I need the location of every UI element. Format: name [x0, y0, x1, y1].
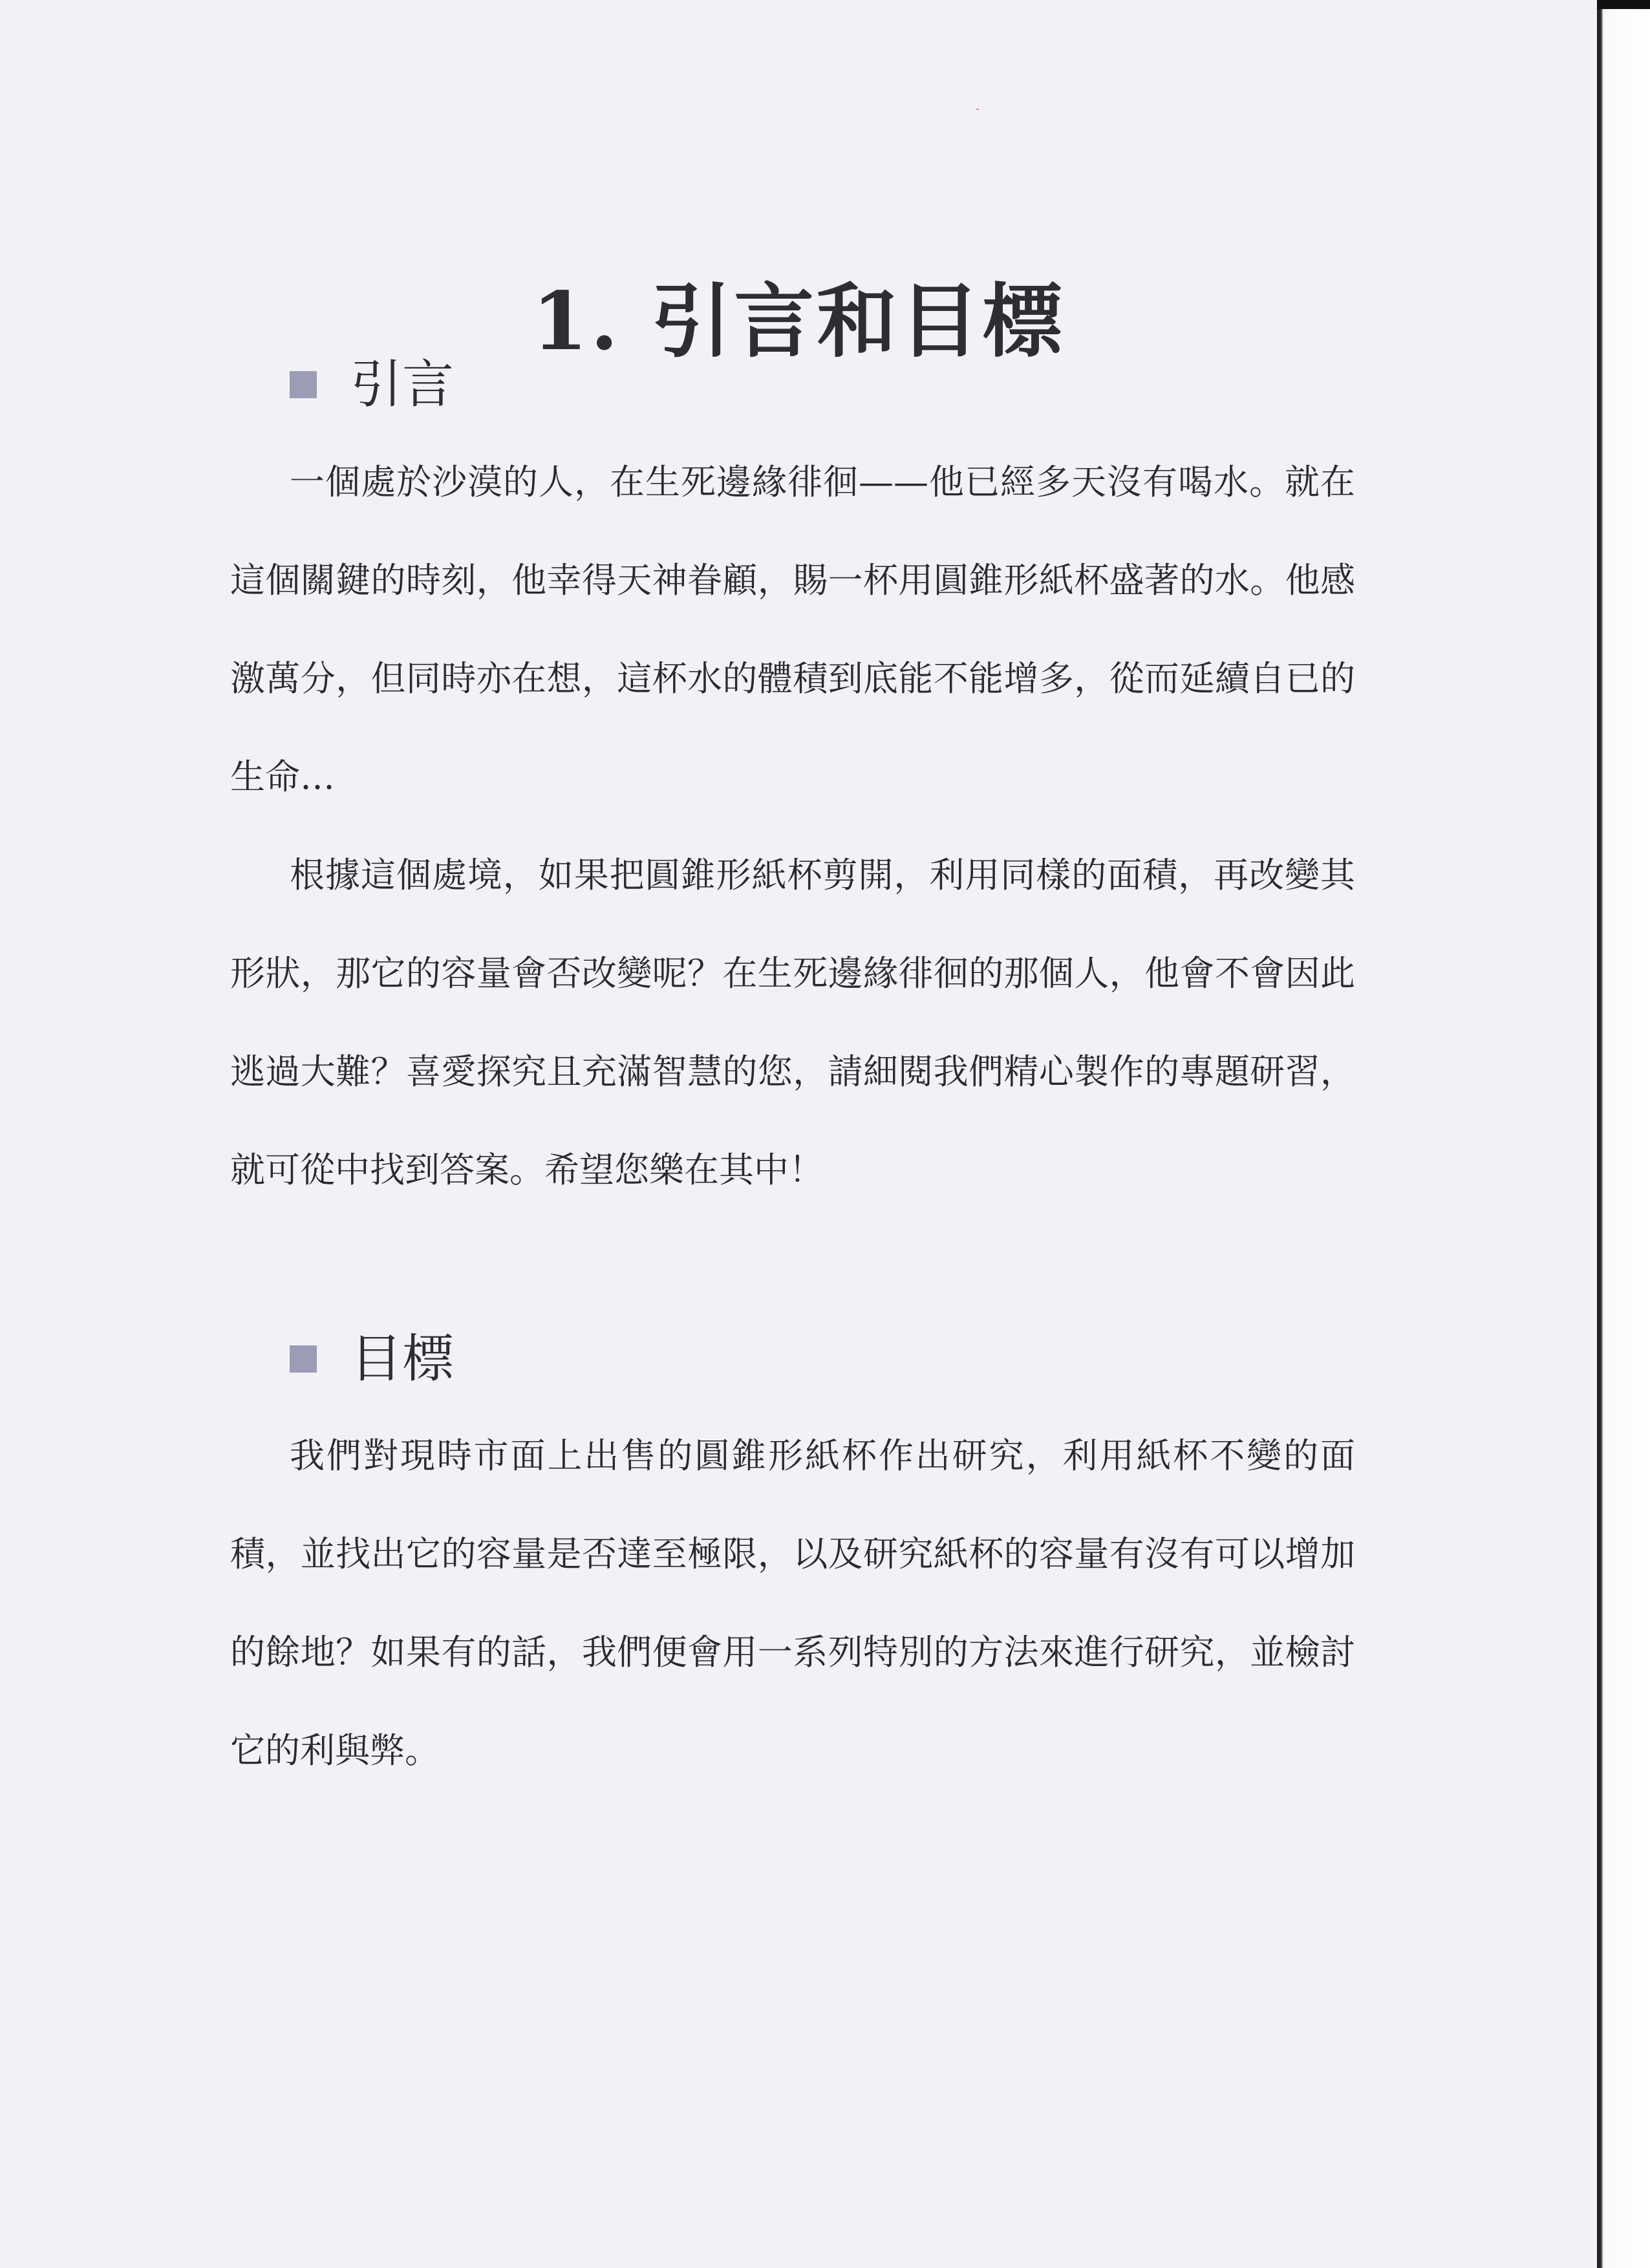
scan-border-corner	[1597, 0, 1650, 9]
scan-speck	[976, 109, 979, 110]
section-heading-introduction	[290, 349, 454, 420]
intro-paragraph: 根據這個處境，如果把圓錐形紙杯剪開，利用同樣的面積，再改變其形狀，那它的容量會否改變呢？在生死邊緣徘徊的那個人，他會不會因此逃過大難？喜愛探究且充滿智慧的您，請細閱我們精心製作的專題研習，就可從中找到答案。希望您樂在其中！	[230, 855, 1355, 1190]
square-bullet-icon	[290, 371, 317, 398]
section-heading-objectives	[290, 1323, 454, 1395]
objectives-paragraph: 我們對現時市面上出售的圓錐形紙杯作出研究，利用紙杯不變的面積，並找出它的容量是否達至極限，以及研究紙杯的容量有沒有可以增加的餘地？如果有的話，我們便會用一系列特別的方法來進行研究，並檢討它的利與弊。	[230, 1435, 1355, 1771]
section-heading-text: 目標	[350, 1329, 454, 1389]
section-heading-text: 引言	[350, 354, 454, 414]
intro-paragraph: 一個處於沙漠的人，在生死邊緣徘徊——他已經多天沒有喝水。就在這個關鍵的時刻，他幸得天神眷顧，賜一杯用圓錐形紙杯盛著的水。他感激萬分，但同時亦在想，這杯水的體積到底能不能增多，從而延續自已的生命…	[230, 462, 1355, 797]
square-bullet-icon	[290, 1345, 317, 1373]
scan-border	[1597, 0, 1650, 2268]
chapter-title: 1. 引言和目標	[531, 275, 1066, 369]
